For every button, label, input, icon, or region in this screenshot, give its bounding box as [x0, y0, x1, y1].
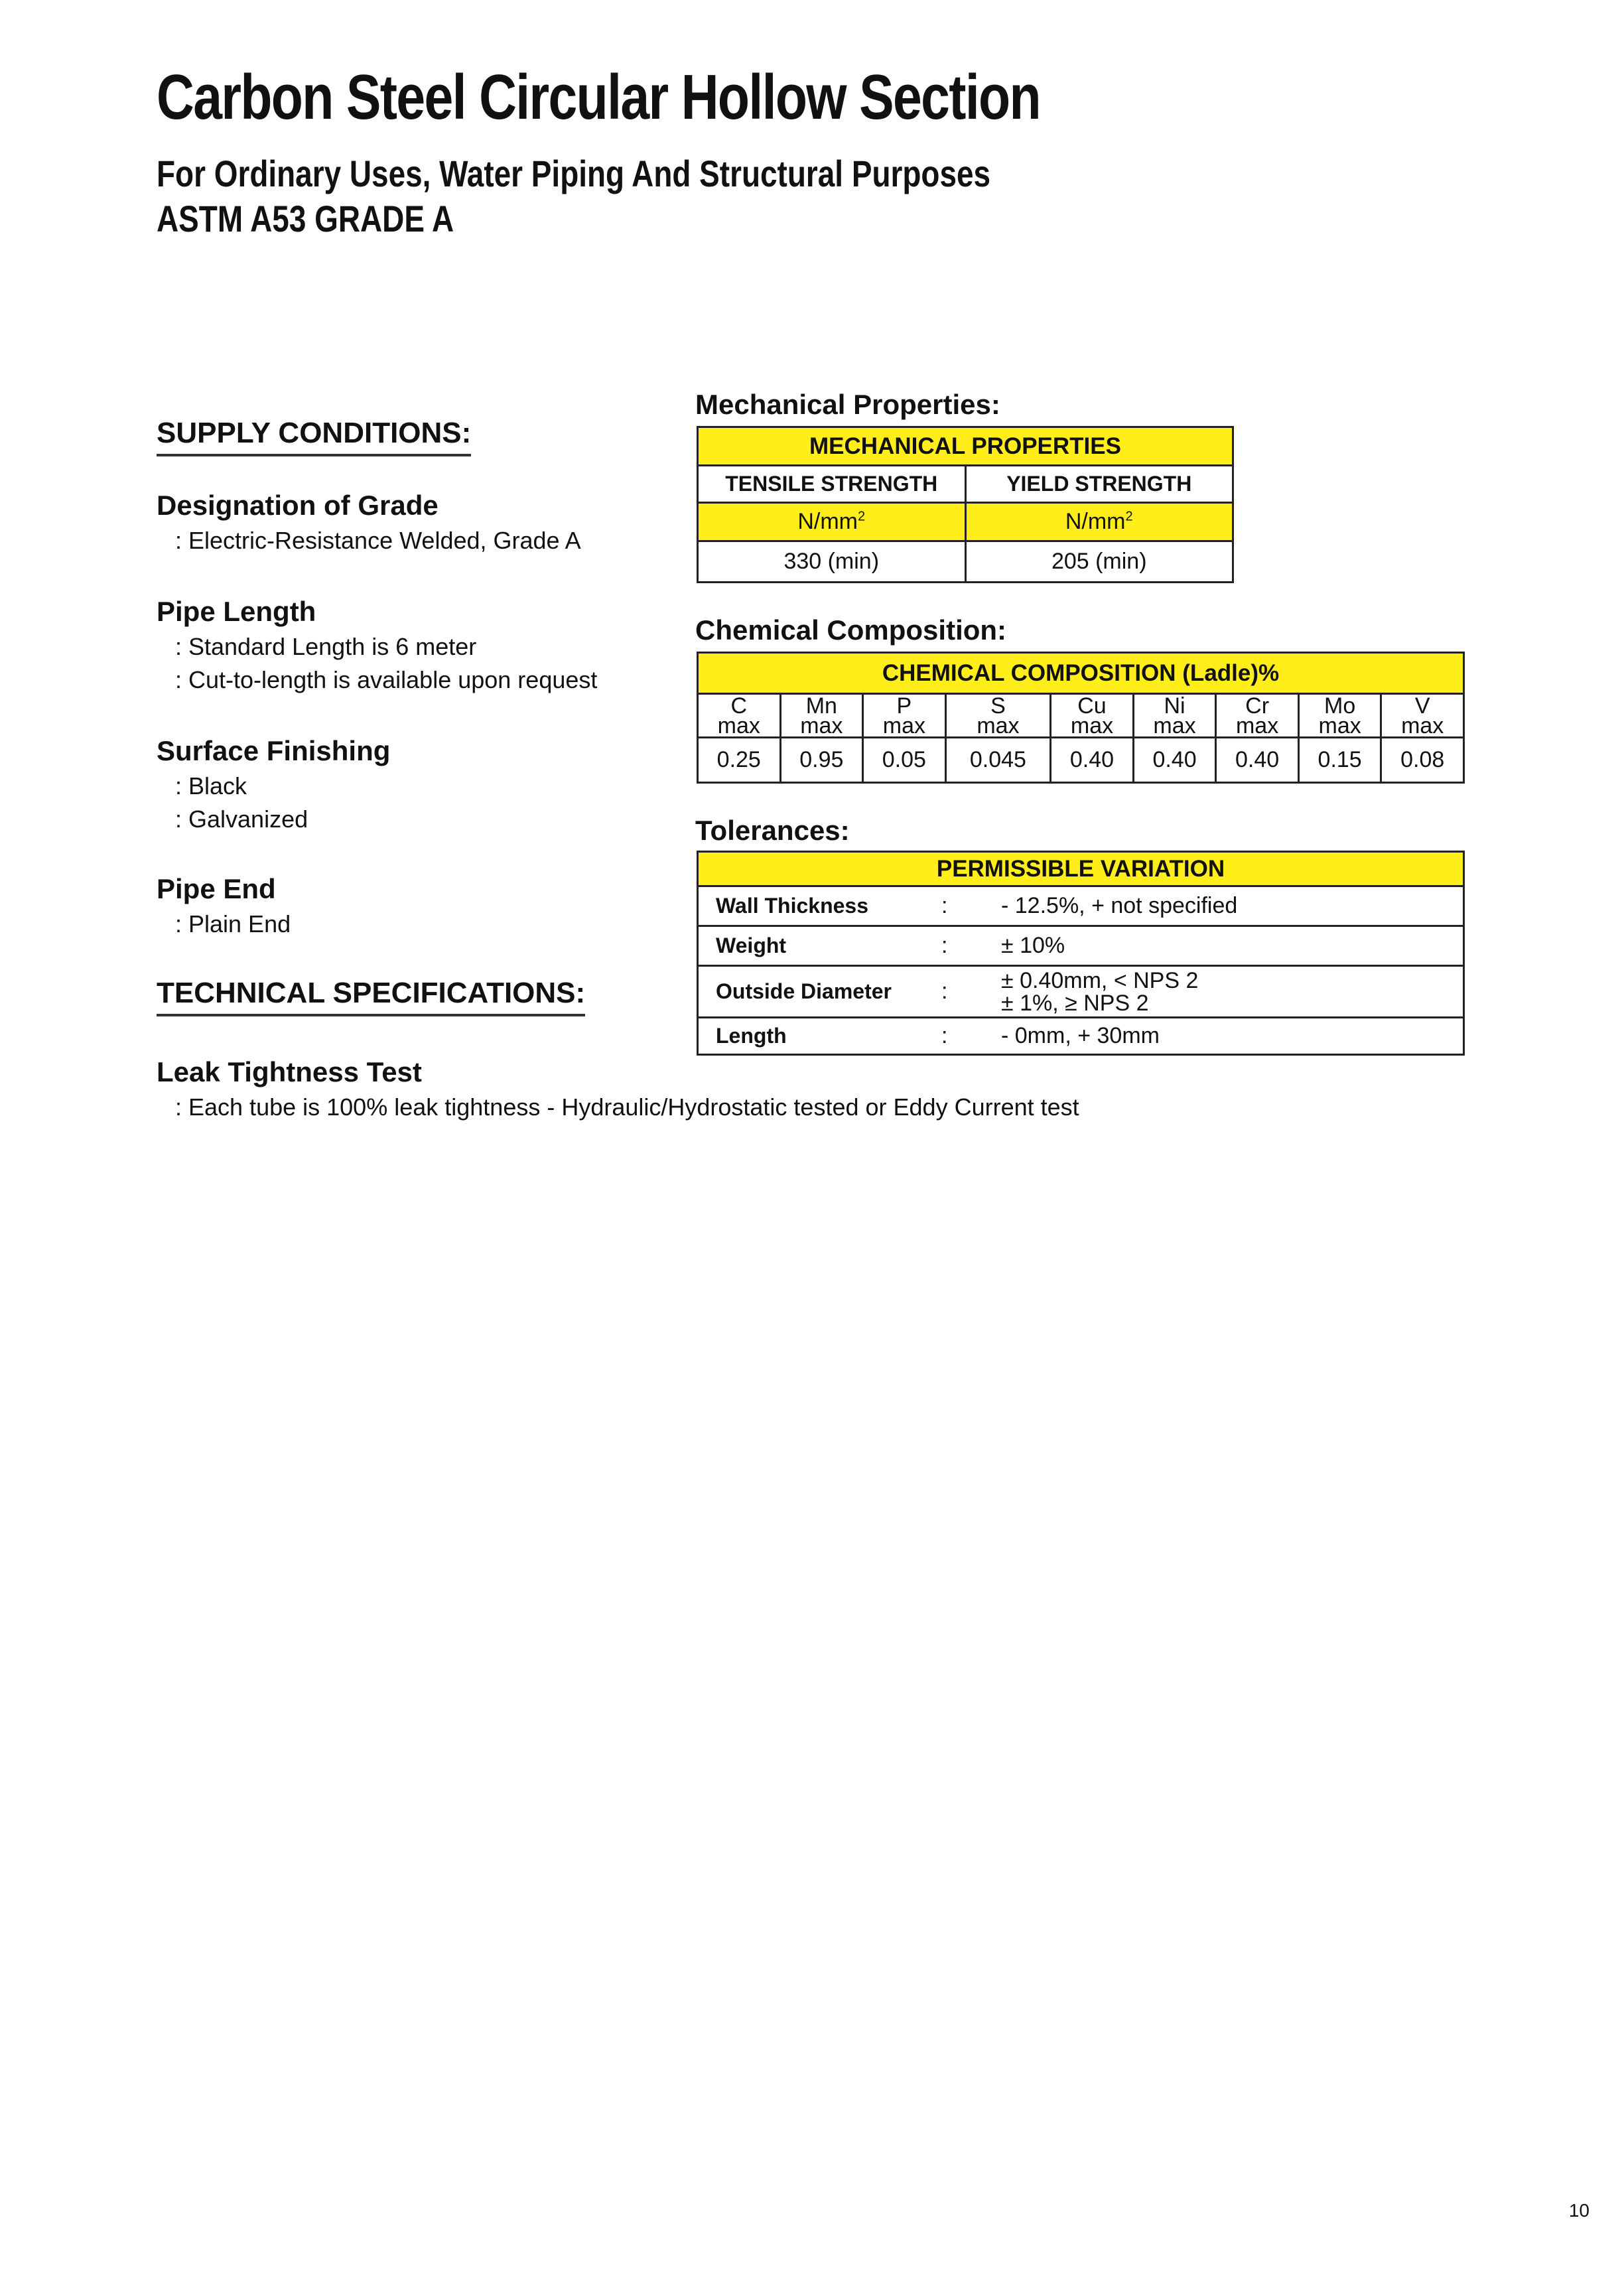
designation-section — [157, 490, 581, 555]
pipe-end-title: Pipe End — [157, 873, 276, 904]
mechanical-label: Mechanical Properties: — [695, 389, 1000, 420]
chem-element-symbol: Cu — [1077, 693, 1107, 719]
chem-element-header — [1381, 694, 1464, 738]
tolerance-value: - 12.5%, + not specified — [994, 886, 1464, 926]
chem-element-value: 0.40 — [1216, 738, 1299, 783]
technical-specifications-heading: TECHNICAL SPECIFICATIONS: — [157, 977, 585, 1016]
pipe-end-line: : Plain End — [175, 910, 291, 937]
subtitle-grade: ASTM A53 GRADE A — [157, 198, 454, 240]
pipe-length-line: : Standard Length is 6 meter — [175, 633, 477, 660]
chem-element-header — [1133, 694, 1216, 738]
chem-element-symbol: Ni — [1164, 693, 1185, 719]
chem-element-value: 0.15 — [1298, 738, 1381, 783]
tolerance-name: Outside Diameter — [698, 966, 942, 1018]
surface-finishing-line: : Galvanized — [175, 805, 308, 833]
subtitle-uses: For Ordinary Uses, Water Piping And Structural Purposes — [157, 153, 991, 194]
chem-element-header — [698, 694, 781, 738]
chem-element-symbol: P — [896, 693, 912, 719]
chem-element-symbol: Mo — [1324, 693, 1356, 719]
chem-element-value: 0.05 — [863, 738, 946, 783]
surface-finishing-section — [157, 735, 390, 833]
pipe-length-line: : Cut-to-length is available upon request — [175, 666, 598, 693]
chem-element-value: 0.40 — [1051, 738, 1134, 783]
chem-element-header — [1051, 694, 1134, 738]
page-number: 10 — [1568, 2200, 1590, 2221]
leak-test-section — [157, 1056, 1079, 1121]
chem-element-limit: max — [1235, 713, 1279, 738]
supply-conditions-heading: SUPPLY CONDITIONS: — [157, 417, 471, 456]
tensile-value: 330 (min) — [698, 541, 966, 583]
chem-element-symbol: Mn — [805, 693, 837, 719]
chem-element-header — [780, 694, 863, 738]
chem-element-header — [863, 694, 946, 738]
chem-element-limit: max — [717, 713, 760, 738]
chem-element-limit: max — [977, 713, 1020, 738]
chem-element-limit: max — [1401, 713, 1444, 738]
chem-element-limit: max — [800, 713, 843, 738]
chemical-table — [697, 652, 1465, 784]
tensile-unit: $N/mm^2$ — [698, 503, 966, 541]
mechanical-table — [697, 426, 1234, 583]
tolerance-sep: : — [941, 886, 994, 926]
yield-unit: $N/mm^2$ — [965, 503, 1233, 541]
pipe-length-section — [157, 596, 597, 694]
chem-element-header — [1298, 694, 1381, 738]
pipe-length-title: Pipe Length — [157, 596, 316, 627]
leak-test-line: : Each tube is 100% leak tightness - Hydraulic/Hydrostatic tested or Eddy Current test — [175, 1093, 1079, 1121]
chem-element-limit: max — [1318, 713, 1361, 738]
surface-finishing-line: : Black — [175, 772, 247, 799]
tolerance-name: Weight — [698, 926, 942, 966]
tolerance-sep: : — [941, 1018, 994, 1055]
tolerance-value: ± 0.40mm, < NPS 2 ± 1%, ≥ NPS 2 — [994, 966, 1464, 1018]
tolerance-sep: : — [941, 966, 994, 1018]
tolerances-header: PERMISSIBLE VARIATION — [698, 852, 1464, 886]
tolerance-value: - 0mm, + 30mm — [994, 1018, 1464, 1055]
chem-element-symbol: V — [1414, 693, 1430, 719]
chem-element-symbol: C — [730, 693, 748, 719]
page-subtitle — [157, 151, 990, 242]
chem-element-limit: max — [1070, 713, 1114, 738]
surface-finishing-title: Surface Finishing — [157, 735, 391, 766]
chemical-header: CHEMICAL COMPOSITION (Ladle)% — [698, 653, 1464, 694]
tensile-strength-header: TENSILE STRENGTH — [698, 466, 966, 503]
chem-element-value: 0.95 — [780, 738, 863, 783]
chemical-label: Chemical Composition: — [695, 614, 1007, 646]
tolerance-sep: : — [941, 926, 994, 966]
chem-element-value: 0.25 — [698, 738, 781, 783]
tolerances-table — [697, 851, 1465, 1056]
yield-value: 205 (min) — [965, 541, 1233, 583]
chem-element-limit: max — [1153, 713, 1196, 738]
yield-strength-header: YIELD STRENGTH — [965, 466, 1233, 503]
leak-test-title: Leak Tightness Test — [157, 1056, 422, 1087]
tolerance-name: Wall Thickness — [698, 886, 942, 926]
mechanical-header: MECHANICAL PROPERTIES — [698, 427, 1233, 466]
designation-line: : Electric-Resistance Welded, Grade A — [175, 527, 581, 554]
designation-title: Designation of Grade — [157, 490, 439, 521]
tolerance-value: ± 10% — [994, 926, 1464, 966]
tolerances-label: Tolerances: — [695, 815, 850, 846]
chem-element-value: 0.08 — [1381, 738, 1464, 783]
chem-element-symbol: Cr — [1245, 693, 1270, 719]
chem-element-header — [945, 694, 1051, 738]
chem-element-value: 0.40 — [1133, 738, 1216, 783]
chem-element-value: 0.045 — [945, 738, 1051, 783]
chem-element-header — [1216, 694, 1299, 738]
tolerance-name: Length — [698, 1018, 942, 1055]
pipe-end-section — [157, 873, 291, 938]
chem-element-limit: max — [882, 713, 925, 738]
chem-element-symbol: S — [990, 693, 1006, 719]
page-title: Carbon Steel Circular Hollow Section — [157, 62, 1040, 133]
